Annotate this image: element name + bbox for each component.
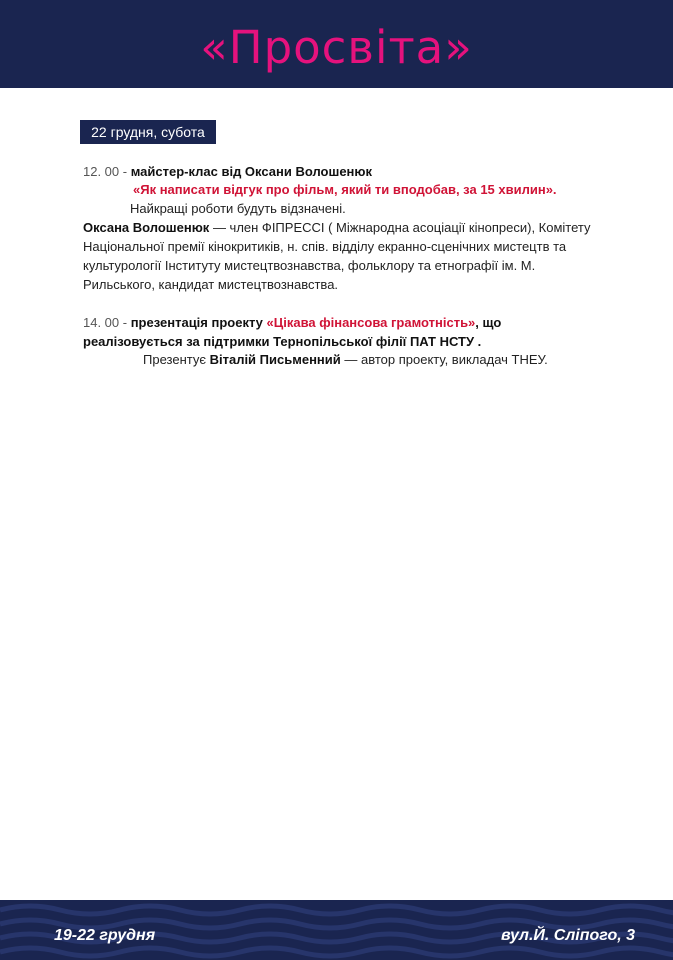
event2-project: «Цікава фінансова грамотність» (266, 315, 476, 330)
event2-presenter-suffix: — автор проекту, викладач ТНЕУ. (340, 352, 548, 367)
event1-bio-name: Оксана Волошенюк (83, 220, 210, 235)
event1-title: майстер-клас від Оксани Волошенюк (130, 164, 373, 179)
event2-line2: реалізовується за підтримки Тернопільської філії ПАТ НСТУ . (83, 334, 482, 349)
event2-title-prefix: презентація проекту (130, 315, 267, 330)
event1-bio-text1: — член ФІПРЕССІ ( Міжнародна асоціації кінопреси), Комітету (209, 220, 591, 235)
page-title: «Просвіта» (200, 21, 473, 74)
date-badge: 22 грудня, субота (80, 120, 216, 144)
footer-dates: 19-22 грудня (54, 927, 156, 944)
event1-bio-line3: культурології Інституту мистецтвознавства, фольклору та етнографії ім. М. (83, 258, 536, 273)
event2-time: 14. 00 - (83, 315, 131, 330)
event1-time: 12. 00 - (83, 164, 131, 179)
event2-presenter-name: Віталій Письменний (209, 352, 341, 367)
event1-bio-line2: Національної премії кінокритиків, н. спів. відділу екранно-сценічних мистецтв та (83, 239, 567, 254)
event2-presenter-prefix: Презентує (143, 352, 210, 367)
event2-presenter (143, 351, 548, 369)
footer-address: вул.Й. Сліпого, 3 (501, 927, 635, 944)
event2-title-suffix: , що (475, 315, 502, 330)
event1-note: Найкращі роботи будуть відзначені. (130, 201, 346, 216)
event2-heading (83, 314, 501, 332)
event1-bio-line4: Рильського, кандидат мистецтвознавства. (83, 277, 339, 292)
event1-topic: «Як написати відгук про фільм, який ти вподобав, за 15 хвилин». (133, 182, 557, 197)
event1-bio-line1 (83, 219, 591, 237)
event1-heading (83, 163, 372, 181)
